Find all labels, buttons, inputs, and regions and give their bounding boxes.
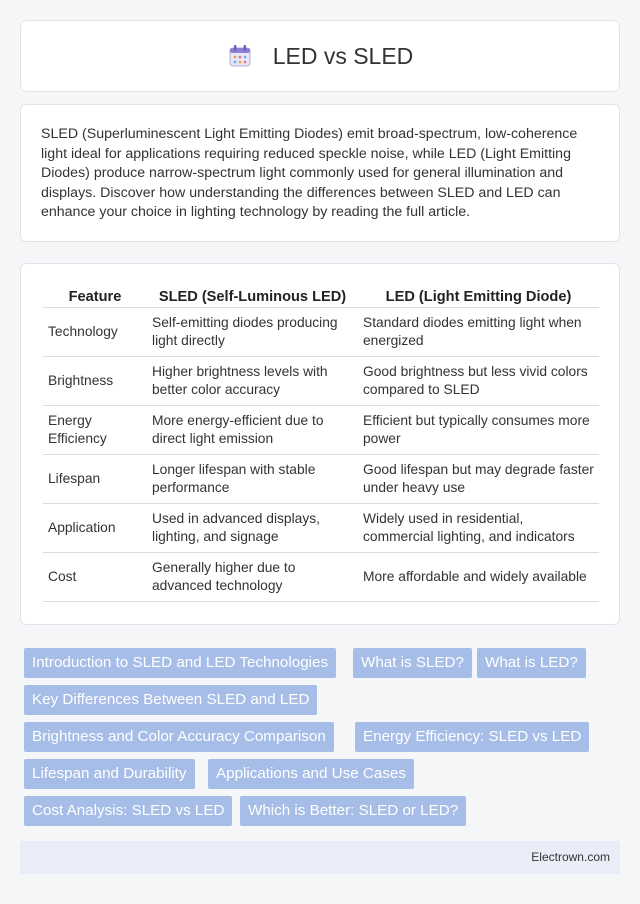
calendar-icon — [227, 43, 253, 69]
row-sled: Generally higher due to advanced technology — [147, 553, 358, 602]
row-feature: Energy Efficiency — [43, 406, 147, 455]
row-feature: Lifespan — [43, 455, 147, 504]
row-sled: More energy-efficient due to direct light emission — [147, 406, 358, 455]
row-sled: Higher brightness levels with better color accuracy — [147, 357, 358, 406]
table-row — [43, 406, 599, 455]
table-header-row — [43, 284, 599, 308]
table-row — [43, 504, 599, 553]
tag-energy-efficiency[interactable]: Energy Efficiency: SLED vs LED — [355, 722, 589, 752]
tag-key-differences[interactable]: Key Differences Between SLED and LED — [24, 685, 317, 715]
row-sled: Self-emitting diodes producing light directly — [147, 308, 358, 357]
title-card — [20, 20, 620, 92]
row-feature: Technology — [43, 308, 147, 357]
row-led: More affordable and widely available — [358, 553, 599, 602]
row-feature: Brightness — [43, 357, 147, 406]
tag-what-is-sled[interactable]: What is SLED? — [353, 648, 472, 678]
row-led: Good brightness but less vivid colors compared to SLED — [358, 357, 599, 406]
row-led: Standard diodes emitting light when energized — [358, 308, 599, 357]
page-title: LED vs SLED — [272, 42, 414, 69]
tag-which-is-better[interactable]: Which is Better: SLED or LED? — [240, 796, 466, 826]
comparison-table-card — [20, 263, 620, 625]
tag-cost-analysis[interactable]: Cost Analysis: SLED vs LED — [24, 796, 232, 826]
table-row — [43, 553, 599, 602]
table-row — [43, 308, 599, 357]
table-row — [43, 455, 599, 504]
intro-card — [20, 104, 620, 242]
header-feature: Feature — [43, 284, 147, 308]
row-led: Widely used in residential, commercial lighting, and indicators — [358, 504, 599, 553]
footer-site-name: Electrown.com — [531, 850, 610, 864]
row-feature: Cost — [43, 553, 147, 602]
comparison-table — [43, 284, 599, 602]
row-feature: Application — [43, 504, 147, 553]
row-sled: Used in advanced displays, lighting, and signage — [147, 504, 358, 553]
tag-introduction[interactable]: Introduction to SLED and LED Technologies — [24, 648, 336, 678]
tag-brightness-color[interactable]: Brightness and Color Accuracy Comparison — [24, 722, 334, 752]
header-led: LED (Light Emitting Diode) — [358, 284, 599, 308]
header-sled: SLED (Self-Luminous LED) — [147, 284, 358, 308]
tag-lifespan[interactable]: Lifespan and Durability — [24, 759, 195, 789]
table-row — [43, 357, 599, 406]
tag-applications[interactable]: Applications and Use Cases — [208, 759, 414, 789]
row-sled: Longer lifespan with stable performance — [147, 455, 358, 504]
intro-paragraph: SLED (Superluminescent Light Emitting Diodes) emit broad-spectrum, low-coherence light ideal for applications requiring reduced speckle noise, while LED (Light Emitting Diodes) produce narrow-spectrum light commonly used for general illumination and displays. Discover how understanding the differences between SLED and LED can enhance your choice in lighting technology by reading the full article. — [41, 126, 578, 221]
tag-what-is-led[interactable]: What is LED? — [477, 648, 586, 678]
footer — [20, 841, 620, 874]
row-led: Efficient but typically consumes more power — [358, 406, 599, 455]
row-led: Good lifespan but may degrade faster under heavy use — [358, 455, 599, 504]
